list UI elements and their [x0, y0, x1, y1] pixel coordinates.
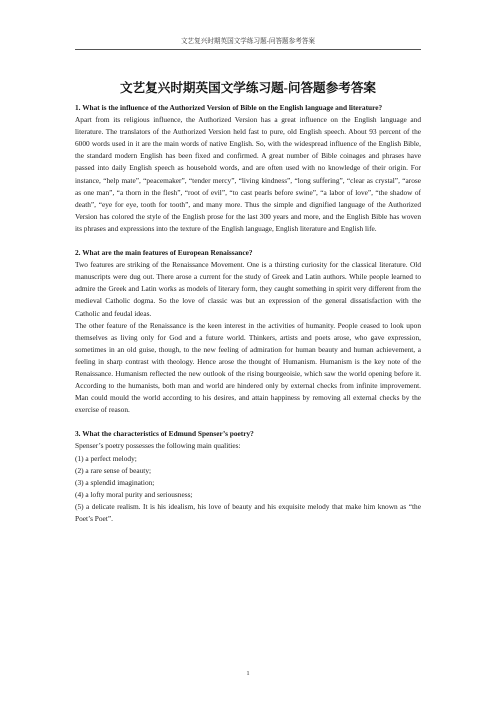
page-number: 1 [246, 670, 250, 677]
document-title: 文艺复兴时期英国文学练习题-问答题参考答案 [119, 81, 377, 95]
list-item: (5) a delicate realism. It is his idealism, his love of beauty and his exquisite melody that make him known as “the Poet’s Poet”. [75, 501, 421, 523]
list-item: (4) a lofty moral purity and seriousness; [75, 489, 193, 499]
answer-2-paragraph-2: The other feature of the Renaissance is the keen interest in the activities of humanity. People ceased to look upon themselves as living only for God and a future world. Thinkers, artists and poets arose, who gave expression, sometimes in an old guise, though, to the new feeling of admiration for human beauty and human achievement, a feeling in sharp contrast with theology. Hence arose the thought of Humanism. Humanism is the key note of the Renaissance. Humanism reflected the new outlook of the rising bourgeoisie, which saw the world opening before it. According to the humanists, both man and world are hindered only by external checks from infinite improvement. Man could mould the world according to his desires, and attain happiness by removing all external checks by the exercise of reason. [75, 320, 421, 415]
answer-3-intro: Spenser’s poetry possesses the following main qualities: [75, 441, 241, 451]
list-item: (2) a rare sense of beauty; [75, 465, 152, 475]
list-item: (1) a perfect melody; [75, 453, 137, 463]
answer-1-paragraph: Apart from its religious influence, the Authorized Version has a great influence on the English language and literature. The translators of the Authorized Version held fast to pure, old English speech. About 93 percent of the 6000 words used in it are the main words of native English. So, with the widespread influence of the English Bible, the standard modern English has been fixed and confirmed. A great number of Bible coinages and phrases have passed into daily English speech as household words, and are often used with no knowledge of their origin. For instance, “help mate”, “peacemaker”, “tender mercy”, “living kindness”, “long suffering”, “clear as crystal”, “arose as one man”, “a thorn in the flesh”, “root of evil”, “to cast pearls before swine”, “a labor of love”, “the shadow of death”, “eye for eye, tooth for tooth”, and many more. Thus the simple and dignified language of the Authorized Version has colored the style of the English prose for the last 300 years and more, and the English Bible has woven its phrases and expressions into the texture of the English language, English literature and English life. [75, 115, 421, 233]
question-1: 1. What is the influence of the Authorized Version of Bible on the English language and literature? [75, 103, 383, 112]
list-item: (3) a splendid imagination; [75, 477, 155, 487]
running-header: 文艺复兴时期英国文学练习题-问答题参考答案 [75, 35, 421, 50]
section-gap [75, 235, 421, 247]
section-gap [75, 416, 421, 428]
question-3: 3. What the characteristics of Edmund Spenser’s poetry? [75, 429, 254, 439]
question-2: 2. What are the main features of European Renaissance? [75, 248, 253, 258]
document-body [75, 102, 421, 525]
answer-2-paragraph-1: Two features are striking of the Renaissance Movement. One is a thirsting curiosity for the classical literature. Old manuscripts were dug out. There arose a current for the study of Greek and Latin authors. While people learned to admire the Greek and Latin works as models of literary form, they caught something in spirit very different from the medieval Catholic dogma. So the love of classic was but an expression of the general dissatisfaction with the Catholic and feudal ideas. [75, 260, 421, 318]
